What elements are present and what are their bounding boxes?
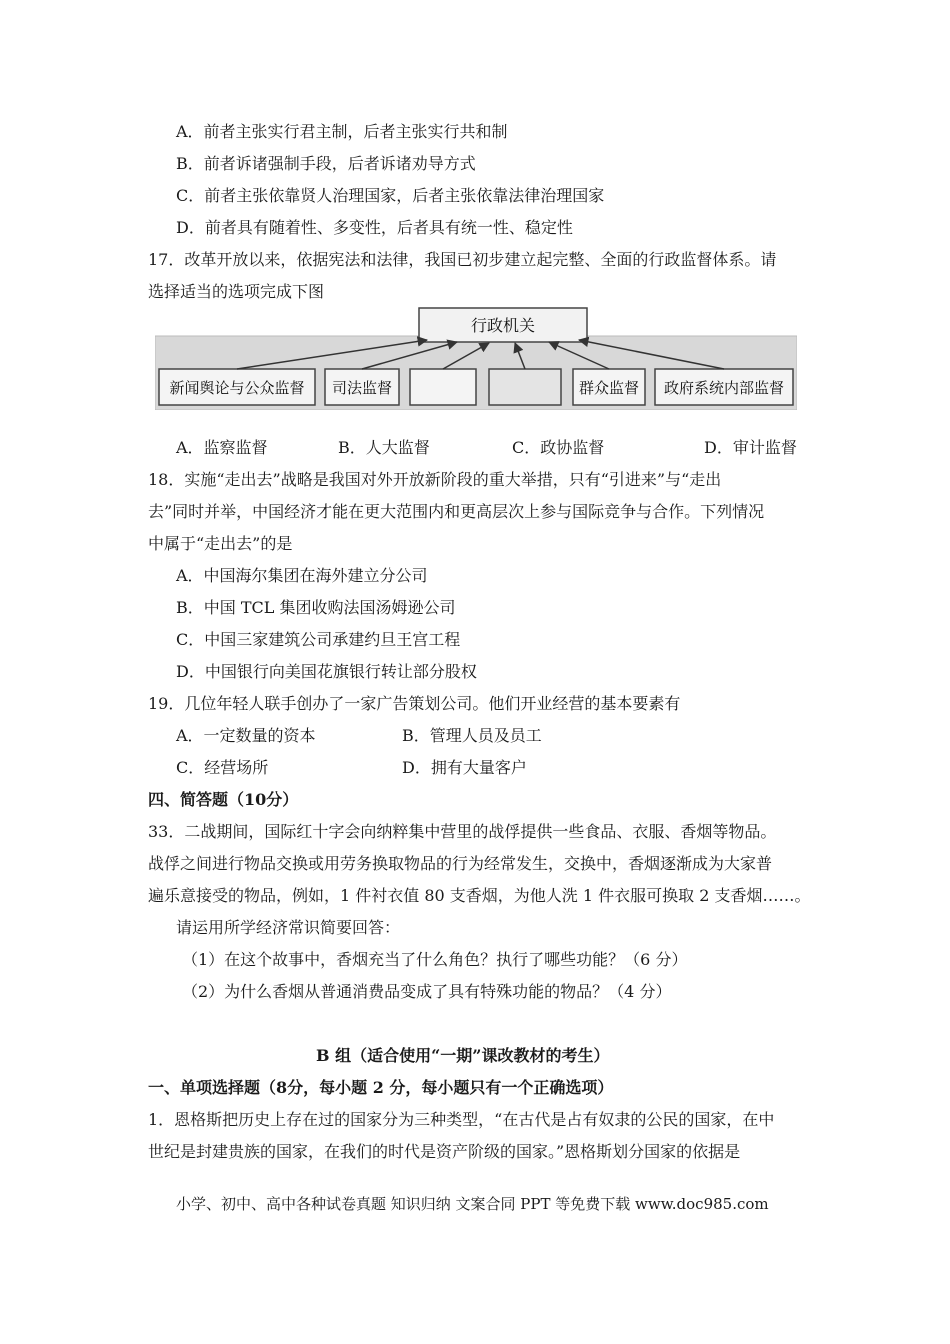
q19-option-a: A．一定数量的资本	[176, 726, 316, 745]
section4-heading: 四、简答题（10分）	[148, 790, 299, 809]
q17-stem-line1: 17．改革开放以来，依据宪法和法律，我国已初步建立起完整、全面的行政监督体系。请	[148, 250, 777, 269]
q19-options-row1	[176, 725, 542, 747]
q19-option-c: C．经营场所	[176, 758, 269, 777]
q17-option-a: A．监察监督	[176, 438, 268, 457]
q18-option-a: A．中国海尔集团在海外建立分公司	[176, 566, 428, 585]
box-internal-gov-label: 政府系统内部监督	[663, 379, 785, 397]
box-blank-1	[410, 369, 476, 405]
q17-option-c: C．政协监督	[512, 438, 605, 457]
q19-option-d: D．拥有大量客户	[402, 758, 527, 777]
q17-options	[176, 437, 797, 459]
groupb-q1-line2: 世纪是封建贵族的国家，在我们的时代是资产阶级的国家。”恩格斯划分国家的依据是	[148, 1142, 741, 1161]
q18-option-d: D．中国银行向美国花旗银行转让部分股权	[176, 662, 477, 681]
q33-prompt: 请运用所学经济常识简要回答：	[176, 918, 401, 937]
q33-subq-1: （1）在这个故事中，香烟充当了什么角色？执行了哪些功能？（6 分）	[182, 950, 688, 969]
groupb-section1-heading: 一、单项选择题（8分，每小题 2 分，每小题只有一个正确选项）	[148, 1078, 614, 1097]
q19-option-b: B．管理人员及员工	[402, 726, 542, 745]
box-masses-label: 群众监督	[578, 379, 640, 397]
q18-stem-line2: 去”同时并举，中国经济才能在更大范围内和更高层次上参与国际竞争与合作。下列情况	[148, 502, 765, 521]
q17-option-d: D．审计监督	[704, 438, 797, 457]
q33-line3: 遍乐意接受的物品，例如，1 件衬衣值 80 支香烟，为他人洗 1 件衣服可换取 2 支香烟……。	[148, 886, 811, 905]
groupb-title: B 组（适合使用“一期”课改教材的考生）	[316, 1046, 610, 1065]
q18-option-b: B．中国 TCL 集团收购法国汤姆逊公司	[176, 598, 456, 617]
box-blank-2	[489, 369, 561, 405]
q18-option-c: C．中国三家建筑公司承建约旦王宫工程	[176, 630, 461, 649]
q33-line2: 战俘之间进行物品交换或用劳务换取物品的行为经常发生，交换中，香烟逐渐成为大家普	[148, 854, 773, 873]
box-judicial-label: 司法监督	[331, 379, 393, 397]
q16-option-a: A．前者主张实行君主制，后者主张实行共和制	[176, 122, 508, 141]
q16-option-c: C．前者主张依靠贤人治理国家，后者主张依靠法律治理国家	[176, 186, 605, 205]
q17-option-b: B．人大监督	[338, 438, 430, 457]
q18-stem-line3: 中属于“走出去”的是	[148, 534, 293, 553]
q19-stem: 19．几位年轻人联手创办了一家广告策划公司。他们开业经营的基本要素有	[148, 694, 681, 713]
q17-stem-line2: 选择适当的选项完成下图	[148, 282, 325, 301]
q19-options-row2	[176, 757, 527, 779]
page-footer: 小学、初中、高中各种试卷真题 知识归纳 文案合同 PPT 等免费下载 www.doc985.com	[176, 1195, 769, 1213]
q33-subq-2: （2）为什么香烟从普通消费品变成了具有特殊功能的物品？（4 分）	[182, 982, 672, 1001]
q16-option-b: B．前者诉诸强制手段，后者诉诸劝导方式	[176, 154, 476, 173]
box-media-public-label: 新闻舆论与公众监督	[169, 379, 305, 397]
top-box-label: 行政机关	[470, 316, 536, 335]
groupb-q1-line1: 1．恩格斯把历史上存在过的国家分为三种类型，“在古代是占有奴隶的公民的国家，在中	[148, 1110, 775, 1129]
q18-stem-line1: 18．实施“走出去”战略是我国对外开放新阶段的重大举措，只有“引进来”与“走出	[148, 470, 722, 489]
q33-line1: 33．二战期间，国际红十字会向纳粹集中营里的战俘提供一些食品、衣服、香烟等物品。	[148, 822, 777, 841]
supervision-diagram	[155, 306, 797, 410]
q16-option-d: D．前者具有随着性、多变性，后者具有统一性、稳定性	[176, 218, 573, 237]
